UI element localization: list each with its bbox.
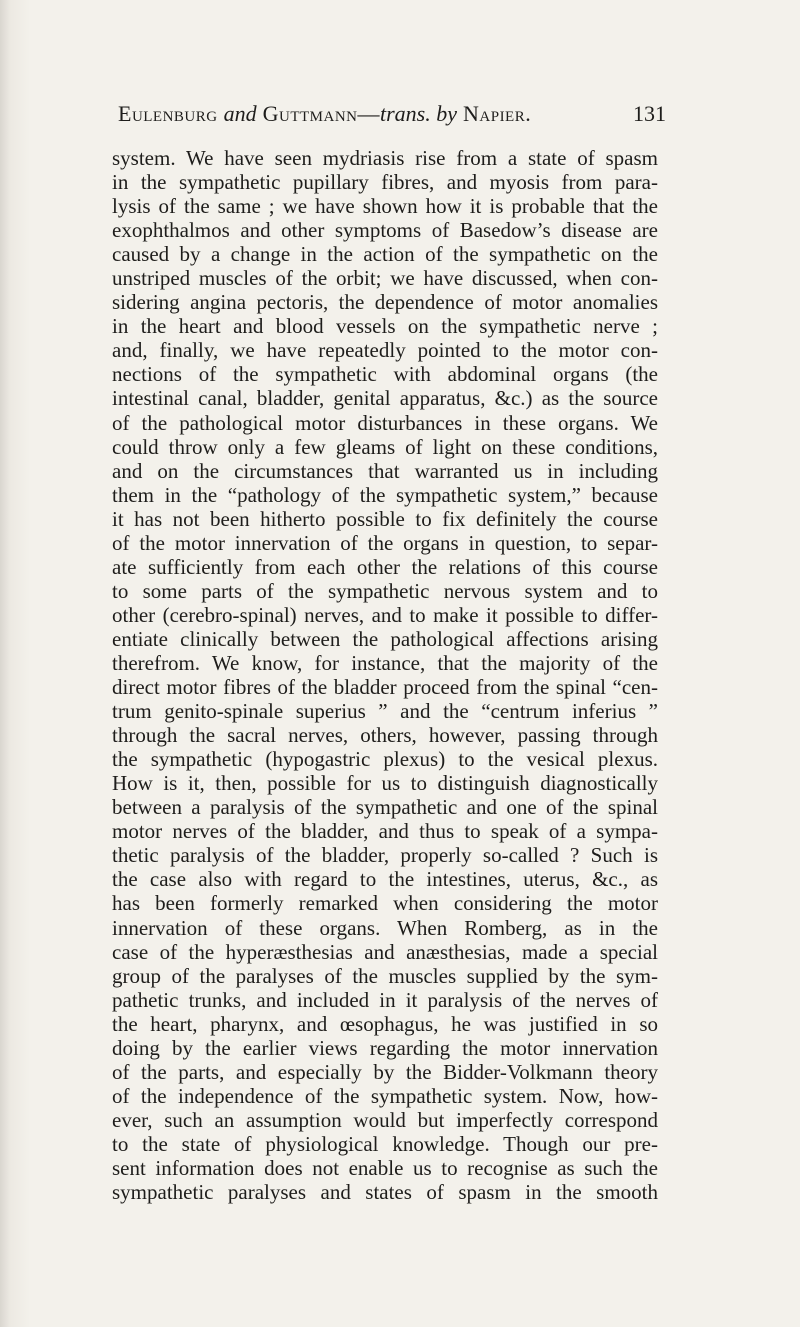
text-line: sent information does not enable us to recognise as such the <box>112 1155 658 1180</box>
text-line: caused by a change in the action of the sympathetic on the <box>112 242 658 267</box>
running-head-title: Eulenburg and Guttmann—trans. by Napier. <box>118 101 532 126</box>
text-line: of the pathological motor disturbances in these organs. We <box>112 410 658 435</box>
text-line: case of the hyperæsthesias and anæsthesias, made a special <box>112 939 658 964</box>
text-line: and, finally, we have repeatedly pointed to the motor con- <box>112 338 658 363</box>
text-line: the heart, pharynx, and œsophagus, he was justified in so <box>112 1011 658 1036</box>
text-line: it has not been hitherto possible to fix definitely the course <box>112 506 658 531</box>
text-line: direct motor fibres of the bladder proceed from the spinal “cen- <box>112 675 658 700</box>
text-line: in the heart and blood vessels on the sympathetic nerve ; <box>112 314 658 339</box>
text-line: the sympathetic (hypogastric plexus) to the vesical plexus. <box>112 747 658 772</box>
text-line: doing by the earlier views regarding the motor innervation <box>112 1035 658 1060</box>
text-line: sidering angina pectoris, the dependence of motor anomalies <box>112 290 658 315</box>
text-line: to the state of physiological knowledge. Though our pre- <box>112 1131 658 1156</box>
text-line: motor nerves of the bladder, and thus to speak of a sympa- <box>112 819 658 844</box>
text-line: the case also with regard to the intestines, uterus, &c., as <box>112 867 658 892</box>
text-line: lysis of the same ; we have shown how it is probable that the <box>112 194 658 219</box>
text-line: trum genito-spinale superius ” and the “centrum inferius ” <box>112 699 658 724</box>
text-line: of the motor innervation of the organs in question, to separ- <box>112 530 658 555</box>
text-line: them in the “pathology of the sympathetic system,” because <box>112 482 658 507</box>
text-line: group of the paralyses of the muscles supplied by the sym- <box>112 963 658 988</box>
text-line: thetic paralysis of the bladder, properly so-called ? Such is <box>112 843 658 868</box>
text-line: ate sufficiently from each other the relations of this course <box>112 554 658 579</box>
page-number: 131 <box>633 101 666 126</box>
text-line: exophthalmos and other symptoms of Basedow’s disease are <box>112 218 658 243</box>
running-head <box>118 100 666 128</box>
text-line: nections of the sympathetic with abdominal organs (the <box>112 362 658 387</box>
text-line: has been formerly remarked when considering the motor <box>112 891 658 916</box>
text-line: How is it, then, possible for us to distinguish diagnostically <box>112 771 658 796</box>
text-line: therefrom. We know, for instance, that the majority of the <box>112 650 658 675</box>
text-line: innervation of these organs. When Romberg, as in the <box>112 915 658 940</box>
text-line: system. We have seen mydriasis rise from a state of spasm <box>112 146 658 170</box>
text-line: in the sympathetic pupillary fibres, and myosis from para- <box>112 170 658 195</box>
text-line: other (cerebro-spinal) nerves, and to make it possible to differ- <box>112 602 658 627</box>
text-line: ever, such an assumption would but imperfectly correspond <box>112 1107 658 1132</box>
text-line: through the sacral nerves, others, however, passing through <box>112 723 658 748</box>
text-line: intestinal canal, bladder, genital apparatus, &c.) as the source <box>112 386 658 411</box>
text-line: of the independence of the sympathetic system. Now, how- <box>112 1083 658 1108</box>
text-line: to some parts of the sympathetic nervous system and to <box>112 578 658 603</box>
text-line: entiate clinically between the pathological affections arising <box>112 626 658 651</box>
text-line: of the parts, and especially by the Bidder-Volkmann theory <box>112 1059 658 1084</box>
text-line: sympathetic paralyses and states of spasm in the smooth <box>112 1180 658 1205</box>
text-line: unstriped muscles of the orbit; we have discussed, when con- <box>112 266 658 291</box>
text-line: and on the circumstances that warranted us in including <box>112 458 658 483</box>
text-line: pathetic trunks, and included in it paralysis of the nerves of <box>112 987 658 1012</box>
text-line: could throw only a few gleams of light on these conditions, <box>112 434 658 459</box>
body-text <box>112 146 658 1204</box>
text-line: between a paralysis of the sympathetic and one of the spinal <box>112 795 658 820</box>
